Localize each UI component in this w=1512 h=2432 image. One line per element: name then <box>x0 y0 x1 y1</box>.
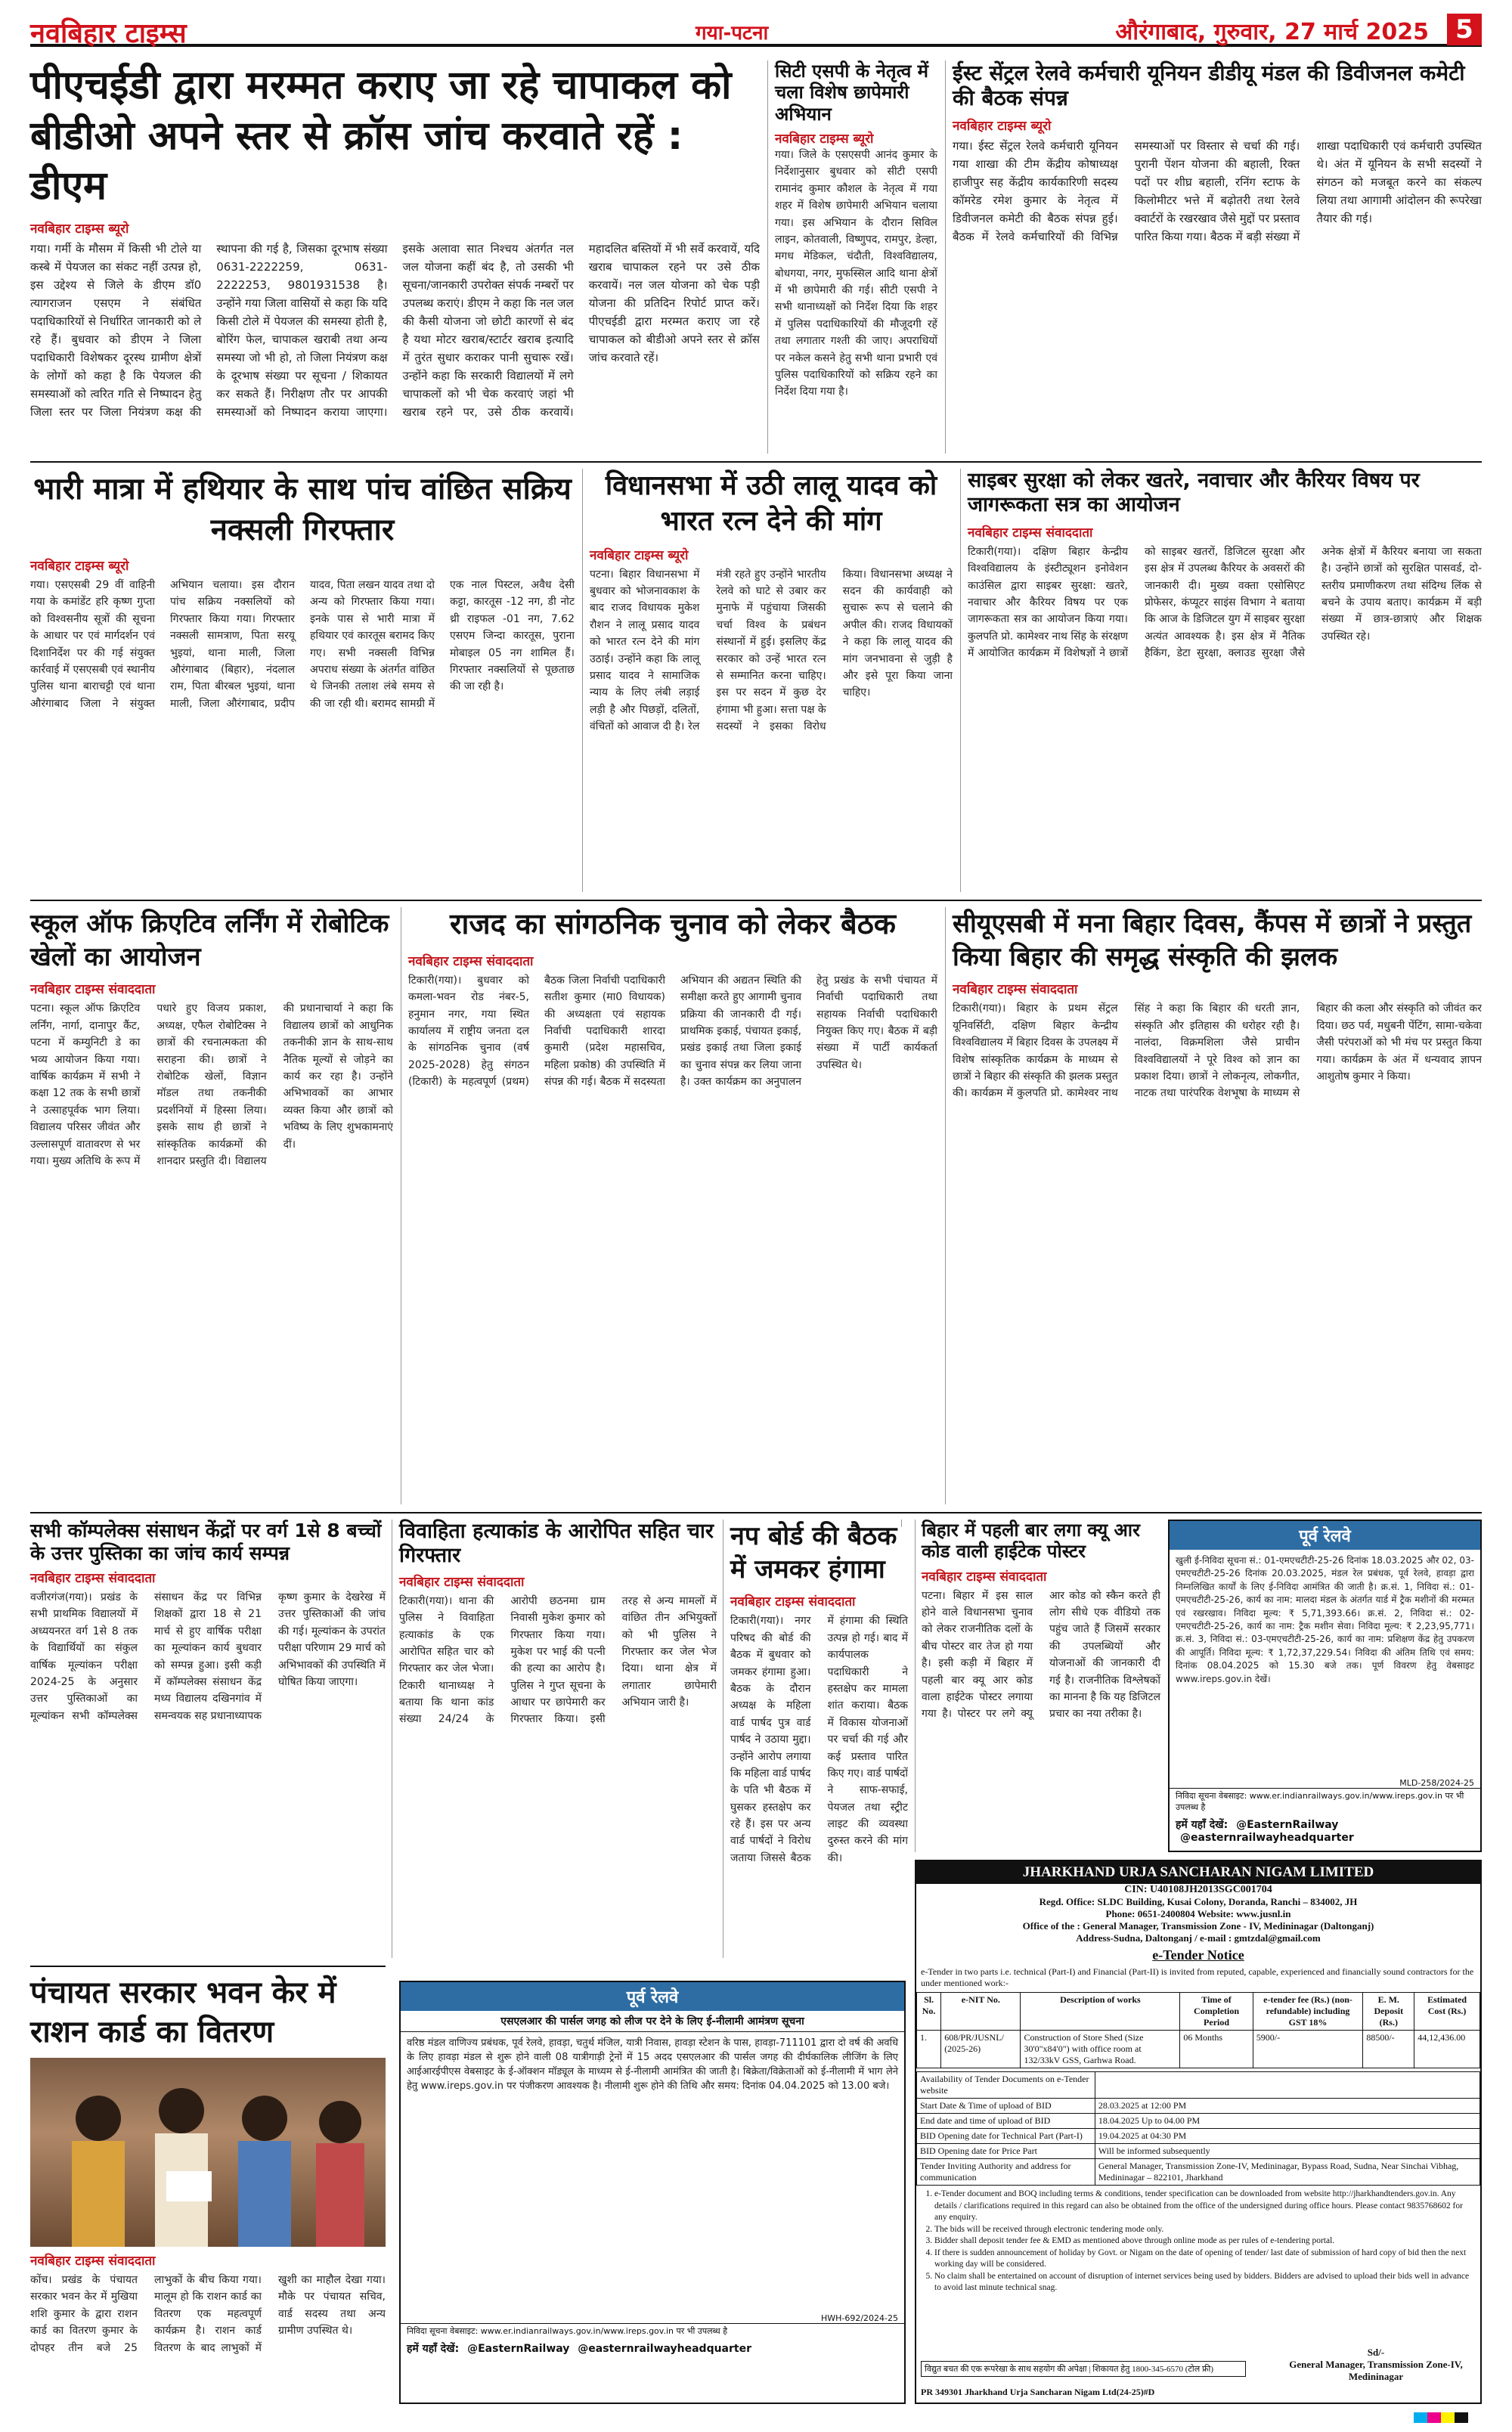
article-headline: सिटी एसपी के नेतृत्व में चला विशेष छापेमारी अभियान <box>775 60 929 125</box>
color-registration-bar <box>1414 2412 1482 2424</box>
tender-signature: Sd/- <box>1367 2347 1385 2358</box>
ad-subheader: एसएलआर की पार्सल जगह को लीज पर देने के लिए ई-नीलामी आमंत्रण सूचना <box>401 2011 904 2032</box>
ad-eastern-railway-tender <box>1168 1520 1482 1852</box>
ad-footer-site: निविदा सूचना वेबसाइट: www.er.indianrailways.gov.in/www.ireps.gov.in पर भी उपलब्ध है <box>401 2323 904 2338</box>
tender-signature-block <box>1278 2347 1474 2383</box>
article-byline: नवबिहार टाइम्स संवाददाता <box>30 982 156 998</box>
article-headline: विवाहिता हत्याकांड के आरोपित सहित चार गिरफ्तार <box>399 1520 714 1567</box>
article-byline: नवबिहार टाइम्स संवाददाता <box>30 2254 156 2269</box>
article-answer-sheet <box>30 1520 386 1958</box>
facebook-handle[interactable]: @easternrailwayheadquarter <box>1180 1832 1354 1844</box>
dateline: औरंगाबाद, गुरुवार, 27 मार्च 2025 <box>1115 19 1429 45</box>
table-row: 1. 608/PR/JUSNL/ (2025-26) Construction of Store Shed (Size 30'0"x84'0") with office room at 132/33kV GSS, Garhwa Road. 06 Months 5900/- 88500/- 44,12,436.00 <box>917 2031 1480 2068</box>
edition-label: गया-पटना <box>696 22 769 45</box>
article-headline: स्कूल ऑफ क्रिएटिव लर्निंग में रोबोटिक खेलों का आयोजन <box>30 909 389 973</box>
twitter-handle[interactable]: @EasternRailway <box>1236 1819 1339 1831</box>
tender-phone: Phone: 0651-2400804 Website: www.jusnl.in <box>1105 1908 1291 1919</box>
ad-social <box>401 2338 904 2359</box>
list-item: 5. No claim shall be entertained on account of disruption of internet services being used by bidders. Bidders are advised to upload their bids well in advance to avoid last minute technical snag. <box>934 2271 1476 2294</box>
article-rjd-meeting <box>408 907 937 1504</box>
ad-social <box>1170 1814 1480 1847</box>
table-row: Tender Inviting Authority and address for communication General Manager, Transmission Zone-IV, Medininagar, Bypass Road, Sudna, Near Sinchai Vibhag, Medininagar – 822101, Jharkhand <box>917 2159 1480 2186</box>
article-headline: पंचायत सरकार भवन केर में राशन कार्ड का वितरण <box>30 1975 336 2049</box>
article-handpump <box>30 60 760 454</box>
tender-cin: CIN: U40108JH2013SGC001704 <box>1124 1884 1272 1895</box>
article-body: टिकारी(गया)। थाना की पुलिस ने विवाहिता हत्याकांड के एक आरोपित सहित चार को गिरफ्तार कर जेल भेजा। टिकारी थानाध्यक्ष ने बताया कि थाना कांड संख्या 24/24 के आरोपी छठनमा ग्राम निवासी मुकेश कुमार को गिरफ्तार किया गया। मुकेश पर भाई की पत्नी की हत्या का आरोप है। पुलिस ने गुप्त सूचना के आधार पर छापेमारी कर गिरफ्तार किया। इसी तरह से अन्य मामलों में वांछित तीन अभियुक्तों को भी पुलिस ने गिरफ्तार कर जेल भेज दिया। थाना क्षेत्र में लगातार छापेमारी अभियान जारी है। <box>399 1594 717 1726</box>
page-number: 5 <box>1447 14 1482 45</box>
article-byline: नवबिहार टाइम्स ब्यूरो <box>775 131 874 147</box>
article-body: कोंच। प्रखंड के पंचायत सरकार भवन केर में मुखिया शशि कुमार के द्वारा राशन कार्ड का वितरण कुमार के दोपहर तीन बजे 25 लाभुकों के बीच किया गया। मालूम हो कि राशन कार्ड का वितरण एक महत्वपूर्ण कार्यक्रम है। राशन कार्ड वितरण के बाद लाभुकों में खुशी का माहौल देखा गया। मौके पर पंचायत सचिव, वार्ड सदस्य तथा अन्य ग्रामीण उपस्थित थे। <box>30 2274 386 2354</box>
article-railway-union <box>953 60 1482 454</box>
tender-schedule <box>916 2071 1480 2186</box>
article-headline: नप बोर्ड की बैठक में जमकर हंगामा <box>730 1521 897 1585</box>
people-photo-icon <box>30 2058 386 2247</box>
article-headline: विधानसभा में उठी लालू यादव को भारत रत्न देने की मांग <box>605 470 937 537</box>
ad-code: MLD-258/2024-25 <box>1399 1778 1474 1788</box>
article-photo <box>30 2058 386 2247</box>
tender-address: Address-Sudna, Daltonganj / e-mail : gmtzdal@gmail.com <box>1076 1932 1321 1944</box>
article-byline: नवबिहार टाइम्स संवाददाता <box>30 1571 156 1586</box>
tender-intro: e-Tender in two parts i.e. technical (Part-I) and Financial (Part-II) is invited from reputed, capable, experienced and financially sound contractors for the under mentioned work:- <box>921 1966 1474 1988</box>
article-headline: सीयूएसबी में मना बिहार दिवस, कैंपस में छात्रों ने प्रस्तुत किया बिहार की समृद्ध संस्कृति की झलक <box>953 909 1472 973</box>
tender-notice-title: e-Tender Notice <box>1152 1947 1244 1963</box>
article-headline: राजद का सांगठनिक चुनाव को लेकर बैठक <box>450 907 896 940</box>
article-qr-code-poster-block <box>915 1520 1160 1852</box>
article-body: पटना। स्कूल ऑफ क्रिएटिव लर्निंग, नार्गा, दानापुर कैंट, पटना में कम्युनिटी डे का भव्य आयोजन किया गया। वार्षिक कार्यक्रम में सभी ने कक्षा 12 तक के सभी छात्रों ने उत्साहपूर्वक भाग लिया। विद्यालय परिसर जीवंत और उल्लासपूर्ण वातावरण से भर गया। मुख्य अतिथि के रूप में पधारे हुए विजय प्रकाश, अध्यक्ष, एफैल रोबोटिक्स ने छात्रों की रचनात्मकता की सराहना की। छात्रों ने रोबोटिक खेलों, विज्ञान मॉडल तथा तकनीकी प्रदर्शनियों में हिस्सा लिया। इसके साथ ही छात्रों ने सांस्कृतिक कार्यक्रमों की शानदार प्रस्तुति दी। विद्यालय की प्रधानाचार्या ने कहा कि विद्यालय छात्रों को आधुनिक तकनीकी ज्ञान के साथ-साथ नैतिक मूल्यों से जोड़ने का कार्य कर रहा है। उन्होंने अभिभावकों का आभार व्यक्त किया और छात्रों को भविष्य के लिए शुभकामनाएं दीं। <box>30 1002 393 1167</box>
article-byline: नवबिहार टाइम्स संवाददाता <box>968 525 1093 541</box>
tender-notes <box>934 2189 1476 2294</box>
article-headline: सभी कॉम्पलेक्स संसाधन केंद्रों पर वर्ग 1से 8 बच्चों के उत्तर पुस्तिका का जांच कार्य सम्पन्न <box>30 1520 382 1564</box>
tender-signatory: General Manager, Transmission Zone-IV, Medininagar <box>1289 2359 1463 2382</box>
list-item: 3. Bidder shall deposit tender fee & EMD as mentioned above through online mode as per rules of e-tendering portal. <box>934 2235 1476 2248</box>
article-lalu-bharat-ratna <box>590 469 953 892</box>
article-byline: नवबिहार टाइम्स संवाददाता <box>730 1594 856 1610</box>
article-headline: बिहार में पहली बार लगा क्यू आर कोड वाली हाईटेक पोस्टर <box>922 1520 1140 1563</box>
list-item: 4. If there is sudden announcement of holiday by Govt. or Nigam on the date of opening of tender/ last date of submission of hard copy of bid then the next working day will be considered. <box>934 2248 1476 2271</box>
follow-label: हमें यहाँ देखें: <box>1176 1819 1228 1831</box>
article-cyber-security <box>968 469 1482 892</box>
ad-jusnl-tender <box>915 1860 1482 2404</box>
tender-pr: PR 349301 Jharkhand Urja Sancharan Nigam Ltd(24-25)#D <box>921 2387 1155 2397</box>
article-body: गया। गर्मी के मौसम में किसी भी टोले या कस्बे में पेयजल का संकट नहीं उत्पन्न हो, इस उद्देश्य से जिले के डीएम डॉ0 त्यागराजन एसएम ने संबंधित पदाधिकारियों से निर्धारित जानकारी को ले रहे हैं। बुधवार को डीएम ने जिला पदाधिकारी विशेषकर दूरस्थ ग्रामीण क्षेत्रों के लोगों को कहा है कि पेयजल की समस्याओं को त्वरित गति से निष्पादन हेतु जिला स्तर पर जिला नियंत्रण कक्ष की स्थापना की गई है, जिसका दूरभाष संख्या 0631-2222259, 0631-2222253, 9801931538 है। उन्होंने गया जिला वासियों से कहा कि यदि किसी टोले में पेयजल की समस्या होती है, बोरिंग फेल, चापाकल खराबी तथा अन्य समस्या जो भी हो, तो जिला नियंत्रण कक्ष के दूरभाष संख्या पर सूचना / शिकायत कर सकते हैं। निरीक्षण तौर पर आपकी समस्याओं को निष्पादन कराया जाएगा। इसके अलावा सात निश्चय अंतर्गत नल जल योजना कहीं बंद है, तो उसकी भी सूचना/जानकारी उपरोक्त संपर्क नम्बरों पर उपलब्ध कराएं। डीएम ने कहा कि नल जल की कैसी योजना जो छोटी कारणों से बंद है यथा मोटर खराब/स्टार्टर खराब इत्यादि में तुरंत सुधार कराकर पानी सुचारू रखें। उन्होंने कहा कि सरकारी विद्यालयों में लगे चापाकलों को भी चेक करवाएं जहां भी खराब रहने पर, उसे ठीक करवायें। महादलित बस्तियों में भी सर्वे करवायें, यदि खराब चापाकल रहने पर उसे ठीक करवायें। नल जल योजना को चेक पड़ी योजना की प्रतिदिन रिपोर्ट प्राप्त करें। पीएचईडी द्वारा मरम्मत कराए जा रहे चापाकल को बीडीओ अपने स्तर से क्रॉस जांच करवाते रहें। <box>30 241 760 419</box>
table-row: BID Opening date for Price Part Will be informed subsequently <box>917 2144 1480 2159</box>
article-byline: नवबिहार टाइम्स संवाददाता <box>922 1569 1047 1585</box>
tender-table <box>916 1992 1480 2068</box>
article-headline: साइबर सुरक्षा को लेकर खतरे, नवाचार और कैरियर विषय पर जागरूकता सत्र का आयोजन <box>968 469 1420 516</box>
article-body: पटना। बिहार में इस साल होने वाले विधानसभा चुनाव को लेकर राजनीतिक दलों के बीच पोस्टर वार तेज हो गया है। इसी कड़ी में बिहार में पहली बार क्यू आर कोड वाला हाईटेक पोस्टर लगाया गया है। पोस्टर पर लगे क्यू आर कोड को स्कैन करते ही लोग सीधे एक वीडियो तक पहुंच जाते हैं जिसमें सरकार की उपलब्धियों और योजनाओं की जानकारी दी गई है। राजनीतिक विश्लेषकों का मानना है कि यह डिजिटल प्रचार का नया तरीका है। <box>922 1589 1160 1721</box>
table-row: Start Date & Time of upload of BID 28.03.2025 at 12:00 PM <box>917 2099 1480 2114</box>
list-item: 1. e-Tender document and BOQ including terms & conditions, tender specification can be downloaded from website http://jharkhandtenders.gov.in. Any details / clarifications required in this regard can also be obtained from the office of the undersigned during office hours. Please contact 9835768602 for any enquiry. <box>934 2189 1476 2224</box>
article-city-sp-raid <box>775 60 937 454</box>
article-headline: भारी मात्रा में हथियार के साथ पांच वांछित सक्रिय नक्सली गिरफ्तार <box>33 472 572 547</box>
tender-table-header: Sl. No. e-NIT No. Description of works Time of Completion Period e-tender fee (Rs.) (non-refundable) including GST 18% E. M. Deposit (Rs.) Estimated Cost (Rs.) <box>917 1993 1480 2031</box>
article-naxal-arrest <box>30 469 575 892</box>
facebook-handle[interactable]: @easternrailwayheadquarter <box>578 2343 752 2355</box>
tender-helpline: विद्युत बचत की एक रूपरेखा के साथ सहयोग की अपेक्षा | शिकायत हेतु 1800-345-6570 (टोल फ्री) <box>921 2361 1246 2377</box>
article-body: टिकारी(गया)। बिहार के प्रथम सेंट्रल यूनिवर्सिटी, दक्षिण बिहार केन्द्रीय विश्वविद्यालय में बिहार दिवस के उपलक्ष्य में विशेष सांस्कृतिक कार्यक्रम के माध्यम से छात्रों ने बिहार की संस्कृति की झलक प्रस्तुत की। कार्यक्रम में कुलपति प्रो. कामेश्वर नाथ सिंह ने कहा कि बिहार की धरती ज्ञान, संस्कृति और इतिहास की धरोहर रही है। नालंदा, विक्रमशिला जैसे प्राचीन विश्वविद्यालयों ने पूरे विश्व को ज्ञान का प्रकाश दिया। छात्रों ने लोकनृत्य, लोकगीत, नाटक तथा पारंपरिक वेशभूषा के माध्यम से बिहार की कला और संस्कृति को जीवंत कर दिया। छठ पर्व, मधुबनी पेंटिंग, सामा-चकेवा जैसी परंपराओं को भी मंच पर प्रस्तुत किया गया। कार्यक्रम के अंत में धन्यवाद ज्ञापन आशुतोष कुमार ने किया। <box>953 1002 1482 1100</box>
article-byline: नवबिहार टाइम्स संवाददाता <box>408 953 534 969</box>
ad-header: पूर्व रेलवे <box>401 1982 904 2011</box>
ad-footer-site: निविदा सूचना वेबसाइट: www.er.indianrailways.gov.in/www.ireps.gov.in पर भी उपलब्ध है <box>1170 1788 1480 1814</box>
follow-label: हमें यहाँ देखें: <box>407 2343 460 2355</box>
table-row: End date and time of upload of BID 18.04.2025 Up to 04.00 PM <box>917 2114 1480 2129</box>
list-item: 2. The bids will be received through electronic tendering mode only. <box>934 2224 1476 2236</box>
article-body: गया। जिले के एसएसपी आनंद कुमार के निर्देशानुसार बुधवार को सीटी एसपी रामानंद कुमार कौशल के नेतृत्व में गया शहर में विशेष छापेमारी अभियान चलाया गया। इस अभियान के दौरान सिविल लाइन, कोतवाली, विष्णुपद, रामपुर, डेल्हा, मगध मेडिकल, चंदौती, विश्वविद्यालय, बोधगया, नगर, मुफस्सिल आदि थाना क्षेत्रों में भी छापेमारी की गई। सीटी एसपी ने सभी थानाध्यक्षों को निर्देश दिया कि शहर में पुलिस पदाधिकारियों की मौजूदगी रहें तथा लगातार गश्ती की जाए। अपराधियों पर नकेल कसने हेतु सभी थाना प्रभारी एवं पुलिस पदाधिकारियों को सक्रिय रहने का निर्देश दिया गया है। <box>775 148 937 398</box>
article-body: गया। एसएसबी 29 वीं वाहिनी गया के कमांडेंट हरि कृष्ण गुप्ता को विश्वसनीय सूत्रों की सूचना के आधार पर एवं मार्गदर्शन एवं दिशानिर्देश पर की गई संयुक्त कार्रवाई में एसएसबी एवं स्थानीय पुलिस थाना बाराचट्टी एवं थाना औरंगाबाद जिला ने संयुक्त अभियान चलाया। इस दौरान पांच सक्रिय नक्सलियों को गिरफ्तार किया गया। गिरफ्तार नक्सली सामत्राण, पिता सरयू भुइयां, थाना माली, जिला औरंगाबाद (बिहार), नंदलाल राम, पिता बीरबल भुइयां, थाना माली, जिला औरंगाबाद, प्रदीप यादव, पिता लखन यादव तथा दो अन्य को गिरफ्तार किया गया। इनके पास से भारी मात्रा में हथियार एवं कारतूस बरामद किए गए। सभी नक्सली विभिन्न अपराध संख्या के अंतर्गत वांछित थे जिनकी तलाश लंबे समय से की जा रही थी। बरामद सामग्री में एक नाल पिस्टल, अवैध देसी कट्टा, कारतूस -12 नग, डी नोट थ्री राइफल -01 नग, 7.62 एसएम जिन्दा कारतूस, पुराना मोबाइल 05 नग शामिल हैं। गिरफ्तार नक्सलियों से पूछताछ की जा रही है। <box>30 579 575 710</box>
article-bihar-diwas <box>953 907 1482 1504</box>
article-ration-card <box>30 1973 386 2404</box>
article-body: टिकारी(गया)। नगर परिषद की बोर्ड की बैठक में बुधवार को जमकर हंगामा हुआ। बैठक के दौरान अध्यक्ष के महिला वार्ड पार्षद पुत्र वार्ड पार्षद ने उठाया मुद्दा। उन्होंने आरोप लगाया कि महिला वार्ड पार्षद के पति भी बैठक में घुसकर हस्तक्षेप कर रहे हैं। इस पर अन्य वार्ड पार्षदों ने विरोध जताया जिससे बैठक में हंगामा की स्थिति उत्पन्न हो गई। बाद में कार्यपालक पदाधिकारी ने हस्तक्षेप कर मामला शांत कराया। बैठक में विकास योजनाओं पर चर्चा की गई और कई प्रस्ताव पारित किए गए। वार्ड पार्षदों ने साफ-सफाई, पेयजल तथा स्ट्रीट लाइट की व्यवस्था दुरुस्त करने की मांग की। <box>730 1615 908 1864</box>
twitter-handle[interactable]: @EasternRailway <box>467 2343 570 2355</box>
article-body: वजीरगंज(गया)। प्रखंड के सभी प्राथमिक विद्यालयों में अध्ययनरत वर्ग 1से 8 तक के विद्यार्थियों का संकुल वार्षिक मूल्यांकन परीक्षा 2024-25 के अनुसार उत्तर पुस्तिकाओं का मूल्यांकन सभी कॉम्पलेक्स संसाधन केंद्र पर विभिन्न शिक्षकों द्वारा 18 से 21 मार्च से हुए वार्षिक परीक्षा का मूल्यांकन कार्य बुधवार को सम्पन्न हुआ। इसी कड़ी में कॉम्पलेक्स संसाधन केंद्र मध्य विद्यालय दखिनगांव में समन्वयक सह प्रधानाध्यापक कृष्ण कुमार के देखरेख में उत्तर पुस्तिकाओं की जांच की गई। मूल्यांकन के उपरांत परीक्षा परिणाम 29 मार्च को अभिभावकों की उपस्थिति में घोषित किया जाएगा। <box>30 1591 386 1722</box>
paper-name: नवबिहार टाइम्स <box>30 18 187 49</box>
article-byline: नवबिहार टाइम्स ब्यूरो <box>30 221 129 237</box>
article-byline: नवबिहार टाइम्स संवाददाता <box>953 982 1078 998</box>
masthead <box>30 14 1482 47</box>
ad-code: HWH-692/2024-25 <box>820 2313 898 2323</box>
tender-office: Office of the : General Manager, Transmission Zone - IV, Medininagar (Daltonganj) <box>1022 1920 1374 1932</box>
article-headline: पीएचईडी द्वारा मरम्मत कराए जा रहे चापाकल को बीडीओ अपने स्तर से क्रॉस जांच करवाते रहें : डीएम <box>30 63 732 209</box>
article-byline: नवबिहार टाइम्स संवाददाता <box>399 1574 525 1590</box>
ad-eastern-railway-auction <box>399 1981 906 2404</box>
article-body: टिकारी(गया)। बुधवार को कमला-भवन रोड नंबर-5, हनुमान नगर, गया स्थित कार्यालय में राष्ट्रीय जनता दल के सांगठनिक चुनाव (वर्ष 2025-2028) हेतु संगठन (टिकारी) के महत्वपूर्ण (प्रथम) बैठक जिला निर्वाची पदाधिकारी सतीश कुमार (मा0 विधायक) की अध्यक्षता एवं सहायक निर्वाची पदाधिकारी शारदा कुमारी (प्रदेश महासचिव, महिला प्रकोष्ठ) की उपस्थिति में संपन्न की गई। बैठक में सदस्यता अभियान की अद्यतन स्थिति की समीक्षा करते हुए आगामी चुनाव प्रक्रिया की जानकारी दी गई। प्राथमिक इकाई, पंचायत इकाई, प्रखंड इकाई तथा जिला इकाई का चुनाव संपन्न कर लिया जाना है। उक्त कार्यक्रम का अनुपालन हेतु प्रखंड के सभी पंचायत में निर्वाची पदाधिकारी तथा सहायक निर्वाची पदाधिकारी नियुक्त किए गए। बैठक में बड़ी संख्या में पार्टी कार्यकर्ता उपस्थित थे। <box>408 974 937 1089</box>
ad-text: खुली ई-निविदा सूचना सं.: 01-एमएचटीटी-25-26 दिनांक 18.03.2025 और 02, 03- एमएचटीटी-25-26 दिनांक 20.03.2025, मंडल रेल प्रबंधक, पूर्व रेलवे, हावड़ा द्वारा निम्नलिखित कार्यों के लिए ई-निविदा आमंत्रित की जाती है। क्र.सं. 1, निविदा सं.: 01-एमएचटीटी-25-26, कार्य का नाम: मालदा मंडल के अंतर्गत यार्ड में ट्रैक मशीनों की मरम्मत एवं रखरखाव। निविदा मूल्य: ₹ 5,71,393.66। क्र.सं. 2, निविदा सं.: 02-एमएचटीटी-25-26, कार्य का नाम: ट्रैक मशीन सेवा। निविदा मूल्य: ₹ 2,23,95,771। क्र.सं. 3, निविदा सं.: 03-एमएचटीटी-25-26, कार्य का नाम: प्रशिक्षण केंद्र हेतु उपकरण की आपूर्ति। निविदा मूल्य: ₹ 1,72,37,229.54। निविदा की अंतिम तिथि एवं समय: दिनांक 08.04.2025 को 15.30 बजे तक। पूर्ण विवरण हेतु वेबसाइट www.ireps.gov.in देखें। <box>1176 1555 1474 1684</box>
ad-text: वरिष्ठ मंडल वाणिज्य प्रबंधक, पूर्व रेलवे, हावड़ा, चतुर्थ मंजिल, यात्री निवास, हावड़ा स्टेशन के पास, हावड़ा-711101 द्वारा दो वर्ष की अवधि के लिए हावड़ा मंडल से शुरू होने वाली 08 यात्रीगाड़ी ट्रेनों में 15 अदद एसएलआर की पार्सल जगह की दीर्घकालिक लीजिंग के लिए आईआरईपीएस वेबसाइट के ई-ऑक्शन मॉड्यूल के माध्यम से ई-नीलामी आमंत्रित की जाती है। बिक्रेता/विक्रेताओं को ई-नीलामी में भाग लेने हेतु www.ireps.gov.in पर पंजीकरण आवश्यक है। नीलामी शुरू होने की तिथि और समय: दिनांक 04.04.2025 को 13.00 बजे। <box>407 2037 898 2092</box>
article-body: टिकारी(गया)। दक्षिण बिहार केन्द्रीय विश्वविद्यालय के इंस्टीट्यूशन इनोवेशन काउंसिल द्वारा साइबर सुरक्षा: खतरे, नवाचार और कैरियर विषय पर एक जागरूकता सत्र का आयोजन किया गया। कुलपति प्रो. कामेश्वर नाथ सिंह के संरक्षण में आयोजित कार्यक्रम में विशेषज्ञों ने छात्रों को साइबर खतरों, डिजिटल सुरक्षा और इस क्षेत्र में उपलब्ध कैरियर के अवसरों की जानकारी दी। मुख्य वक्ता एसोसिएट प्रोफेसर, कंप्यूटर साइंस विभाग ने बताया कि आज के डिजिटल युग में साइबर सुरक्षा अत्यंत आवश्यक है। इस क्षेत्र में नैतिक हैकिंग, डेटा सुरक्षा, क्लाउड सुरक्षा जैसे अनेक क्षेत्रों में कैरियर बनाया जा सकता है। उन्होंने छात्रों को सुरक्षित पासवर्ड, दो-स्तरीय प्रमाणीकरण तथा संदिग्ध लिंक से बचने के उपाय बताए। कार्यक्रम में बड़ी संख्या में छात्र-छात्राएं और शिक्षक उपस्थित रहे। <box>968 545 1482 660</box>
article-nagar-board <box>730 1520 908 1973</box>
table-row: Availability of Tender Documents on e-Tender website <box>917 2072 1480 2099</box>
article-body: पटना। बिहार विधानसभा में बुधवार को भोजनावकाश के बाद राजद विधायक मुकेश रौशन ने लालू प्रसाद यादव को भारत रत्न देने की मांग उठाई। उन्होंने कहा कि लालू प्रसाद यादव ने सामाजिक न्याय के लिए लंबी लड़ाई लड़ी है और पिछड़ों, दलितों, वंचितों को आवाज दी है। रेल मंत्री रहते हुए उन्होंने भारतीय रेलवे को घाटे से उबार कर मुनाफे में पहुंचाया जिसकी चर्चा विश्व के प्रबंधन संस्थानों में हुई। इसलिए केंद्र सरकार को उन्हें भारत रत्न से सम्मानित करना चाहिए। इस पर सदन में कुछ देर हंगामा भी हुआ। सत्ता पक्ष के सदस्यों ने इसका विरोध किया। विधानसभा अध्यक्ष ने सदन की कार्यवाही को सुचारू रूप से चलाने की अपील की। राजद विधायकों ने कहा कि लालू यादव की मांग जनभावना से जुड़ी है और इसे पूरा किया जाना चाहिए। <box>590 568 953 733</box>
table-row: BID Opening date for Technical Part (Part-I) 19.04.2025 at 04:30 PM <box>917 2129 1480 2144</box>
article-byline: नवबिहार टाइम्स ब्यूरो <box>590 547 689 563</box>
article-body: गया। ईस्ट सेंट्रल रेलवे कर्मचारी यूनियन गया शाखा की टीम केंद्रीय कोषाध्यक्ष हाजीपुर सह केंद्रीय कार्यकारिणी सदस्य कॉमरेड रमेश कुमार के नेतृत्व में डिवीजनल कमेटी की बैठक संपन्न हुई। बैठक में रेलवे कर्मचारियों की विभिन्न समस्याओं पर विस्तार से चर्चा की गई। पुरानी पेंशन योजना की बहाली, रिक्त पदों पर शीघ्र बहाली, रनिंग स्टाफ के किलोमीटर भत्ते में बढ़ोतरी तथा रेलवे क्वार्टरों के रखरखाव जैसे मुद्दों पर प्रस्ताव पारित किया गया। बैठक में बड़ी संख्या में शाखा पदाधिकारी एवं कर्मचारी उपस्थित थे। अंत में यूनियन के सभी सदस्यों ने संगठन को मजबूत करने का संकल्प लिया तथा आगामी आंदोलन की रूपरेखा तैयार की गई। <box>953 139 1482 244</box>
article-robotic-games <box>30 907 393 1504</box>
article-byline: नवबिहार टाइम्स ब्यूरो <box>953 119 1052 135</box>
tender-regd: Regd. Office: SLDC Building, Kusai Colony, Doranda, Ranchi – 834002, JH <box>1039 1896 1358 1907</box>
article-murder-arrest <box>399 1520 717 1958</box>
ad-header: पूर्व रेलवे <box>1170 1521 1480 1550</box>
tender-company: JHARKHAND URJA SANCHARAN NIGAM LIMITED <box>916 1861 1480 1884</box>
article-byline: नवबिहार टाइम्स ब्यूरो <box>30 559 129 574</box>
article-headline: ईस्ट सेंट्रल रेलवे कर्मचारी यूनियन डीडीयू मंडल की डिवीजनल कमेटी की बैठक संपन्न <box>953 60 1465 111</box>
